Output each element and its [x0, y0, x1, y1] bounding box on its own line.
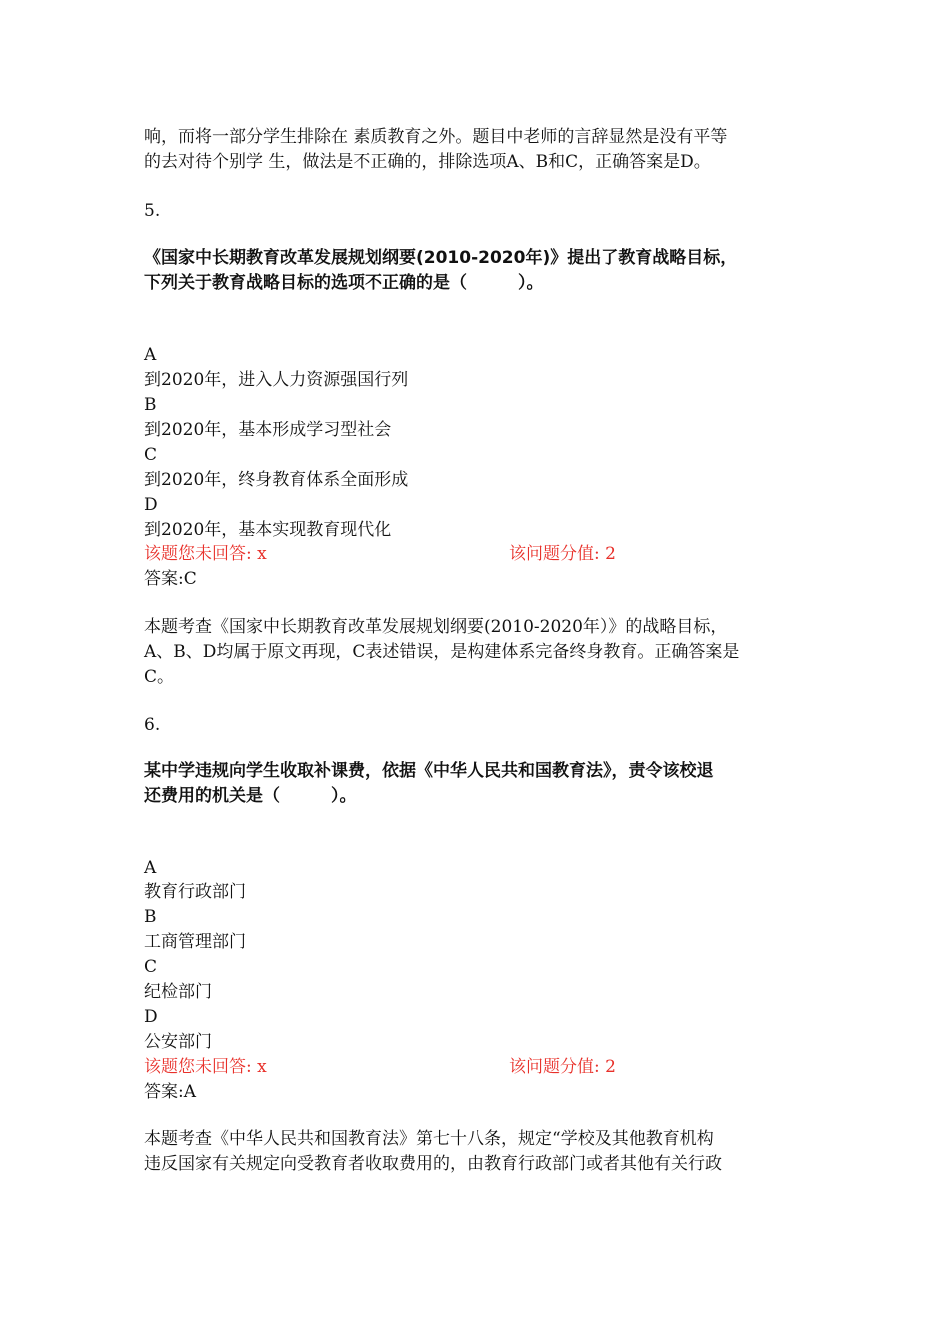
intro-text-line-1: 响，而将一部分学生排除在 素质教育之外。题目中老师的言辞显然是没有平等	[144, 127, 728, 147]
question-5-score-value: 该问题分值: 2	[509, 544, 616, 564]
question-6-score-value: 该问题分值: 2	[509, 1057, 616, 1077]
question-6-option-c-text: 纪检部门	[144, 982, 212, 1002]
question-6-option-c-letter: C	[144, 957, 158, 977]
question-6-unanswered-status: 该题您未回答: x	[144, 1057, 267, 1077]
question-5-option-d-text: 到2020年，基本实现教育现代化	[144, 520, 392, 540]
question-5-option-c-letter: C	[144, 445, 158, 465]
intro-text-line-2: 的去对待个别学 生，做法是不正确的，排除选项A、B和C，正确答案是D。	[144, 152, 711, 172]
question-5-number: 5.	[144, 201, 161, 221]
question-6-option-d-letter: D	[144, 1007, 158, 1027]
question-5-stem-line-2: 下列关于教育战略目标的选项不正确的是（ ）。	[144, 273, 544, 293]
question-5-unanswered-status: 该题您未回答: x	[144, 544, 267, 564]
question-5-option-a-letter: A	[144, 345, 157, 365]
question-5-option-b-letter: B	[144, 395, 157, 415]
question-5-option-d-letter: D	[144, 495, 158, 515]
question-6-stem-line-2: 还费用的机关是（ ）。	[144, 786, 357, 806]
question-6-option-a-text: 教育行政部门	[144, 882, 246, 902]
question-6-status-row	[144, 1055, 616, 1080]
question-5-explanation-line-3: C。	[144, 667, 175, 687]
question-6-number: 6.	[144, 715, 161, 735]
question-5-explanation-line-2: A、B、D均属于原文再现，C表述错误，是构建体系完备终身教育。正确答案是	[144, 642, 740, 662]
question-6-option-a-letter: A	[144, 858, 157, 878]
question-5-option-a-text: 到2020年，进入人力资源强国行列	[144, 370, 409, 390]
question-6-answer: 答案:A	[144, 1082, 197, 1102]
question-5-option-c-text: 到2020年，终身教育体系全面形成	[144, 470, 409, 490]
question-6-explanation-line-2: 违反国家有关规定向受教育者收取费用的，由教育行政部门或者其他有关行政	[144, 1154, 722, 1174]
question-5-status-row	[144, 542, 616, 567]
question-6-option-b-text: 工商管理部门	[144, 932, 246, 952]
question-5-answer: 答案:C	[144, 569, 197, 589]
question-6-option-b-letter: B	[144, 907, 157, 927]
question-6-option-d-text: 公安部门	[144, 1032, 212, 1052]
question-5-stem-line-1: 《国家中长期教育改革发展规划纲要(2010-2020年)》提出了教育战略目标，	[144, 248, 738, 268]
question-6-explanation-line-1: 本题考查《中华人民共和国教育法》第七十八条，规定“学校及其他教育机构	[144, 1129, 714, 1149]
question-5-explanation-line-1: 本题考查《国家中长期教育改革发展规划纲要(2010-2020年）》的战略目标，	[144, 617, 728, 637]
question-5-option-b-text: 到2020年，基本形成学习型社会	[144, 420, 392, 440]
question-6-stem-line-1: 某中学违规向学生收取补课费，依据《中华人民共和国教育法》，责令该校退	[144, 761, 714, 781]
